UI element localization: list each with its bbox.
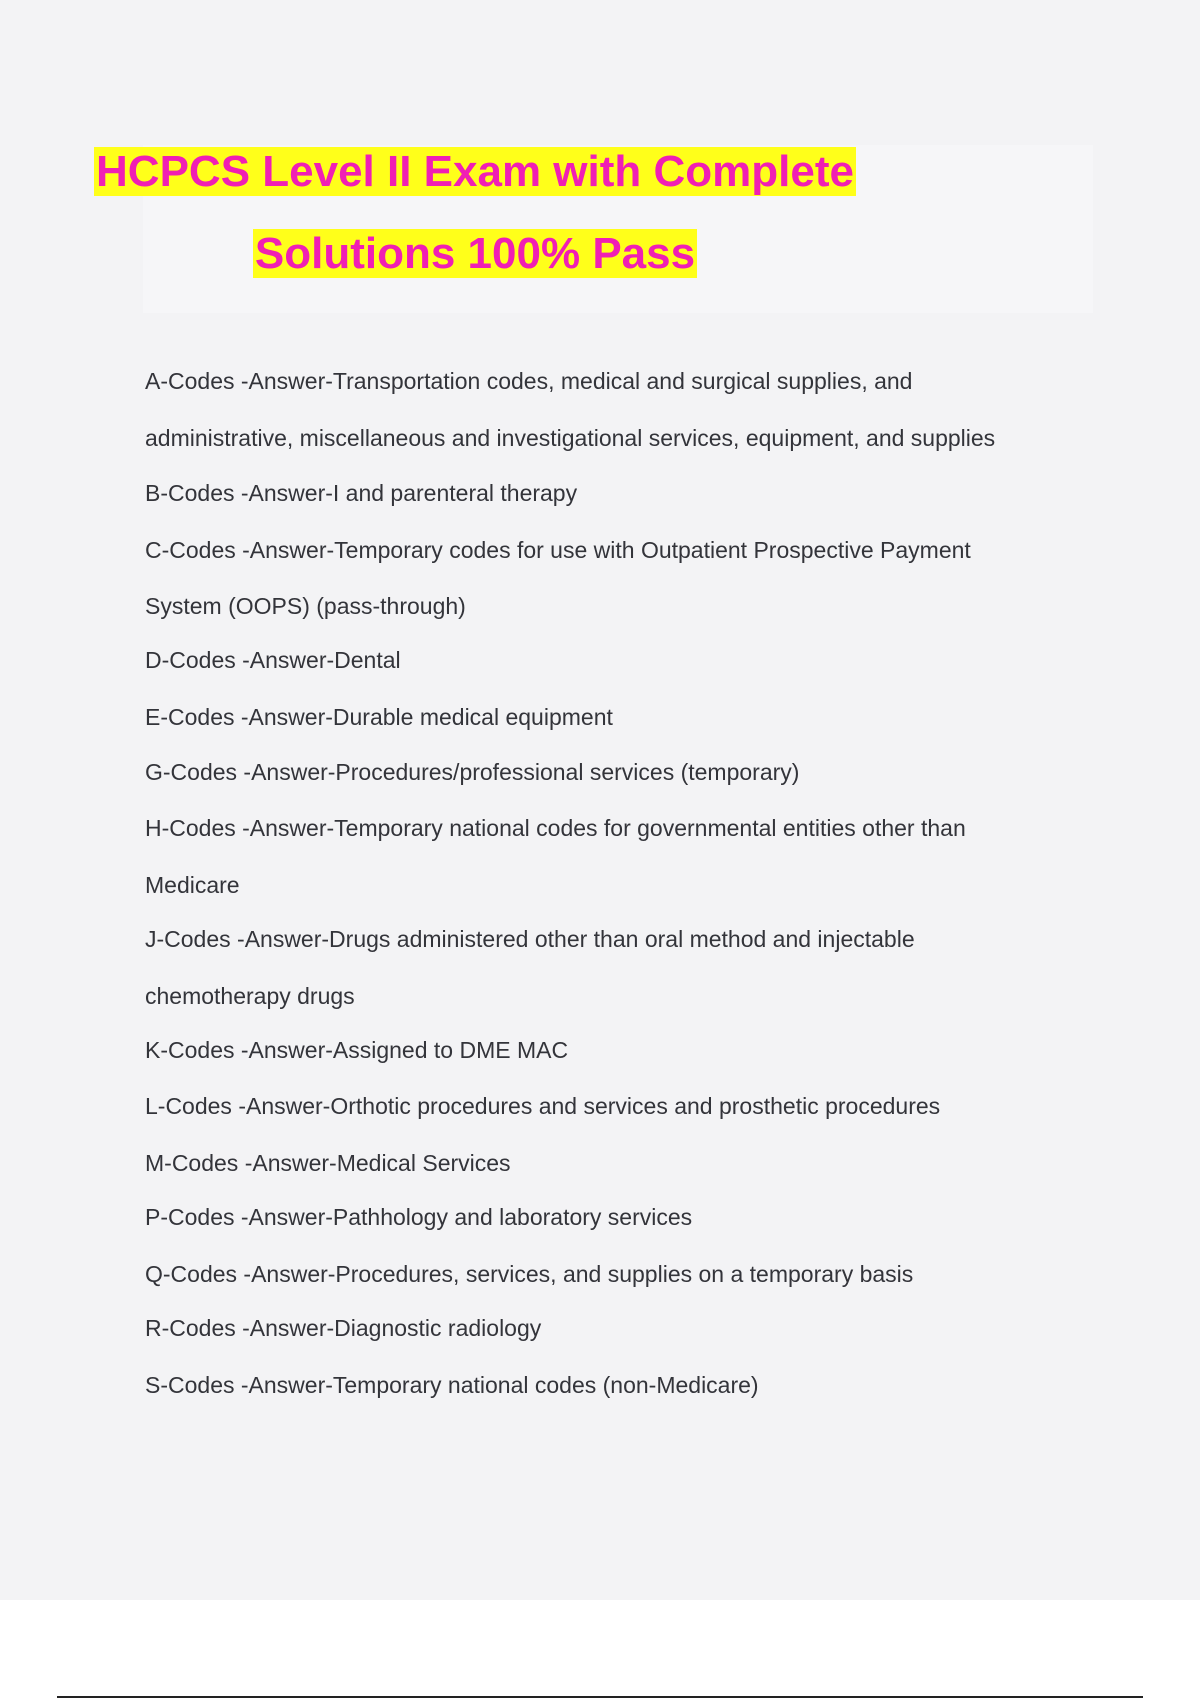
text-line: A-Codes -Answer-Transportation codes, medical and surgical supplies, and [145, 368, 913, 394]
text-line: P-Codes -Answer-Pathhology and laboratory services [145, 1204, 693, 1230]
text-line: Medicare [145, 872, 240, 898]
text-line: J-Codes -Answer-Drugs administered other than oral method and injectable [145, 926, 915, 952]
text-line: R-Codes -Answer-Diagnostic radiology [145, 1315, 542, 1341]
text-line: C-Codes -Answer-Temporary codes for use with Outpatient Prospective Payment [145, 537, 971, 563]
text-line: G-Codes -Answer-Procedures/professional services (temporary) [145, 759, 800, 785]
text-line: E-Codes -Answer-Durable medical equipment [145, 704, 613, 730]
text-line: chemotherapy drugs [145, 983, 355, 1009]
text-line: administrative, miscellaneous and investigational services, equipment, and supplies [145, 425, 996, 451]
document-title-line-1 [0, 144, 950, 200]
text-line: System (OOPS) (pass-through) [145, 593, 466, 619]
text-line: D-Codes -Answer-Dental [145, 647, 401, 673]
title-highlight-2: Solutions 100% Pass [254, 229, 696, 278]
text-line: M-Codes -Answer-Medical Services [145, 1150, 511, 1176]
footer-divider [57, 1696, 1143, 1698]
title-highlight-1: HCPCS Level II Exam with Complete [96, 147, 854, 196]
text-line: L-Codes -Answer-Orthotic procedures and services and prosthetic procedures [145, 1093, 941, 1119]
text-line: Q-Codes -Answer-Procedures, services, and supplies on a temporary basis [145, 1261, 914, 1287]
text-line: S-Codes -Answer-Temporary national codes (non-Medicare) [145, 1372, 759, 1398]
document-title-line-2 [0, 226, 950, 282]
text-line: B-Codes -Answer-I and parenteral therapy [145, 480, 578, 506]
text-line: H-Codes -Answer-Temporary national codes for governmental entities other than [145, 815, 966, 841]
text-line: K-Codes -Answer-Assigned to DME MAC [145, 1037, 569, 1063]
